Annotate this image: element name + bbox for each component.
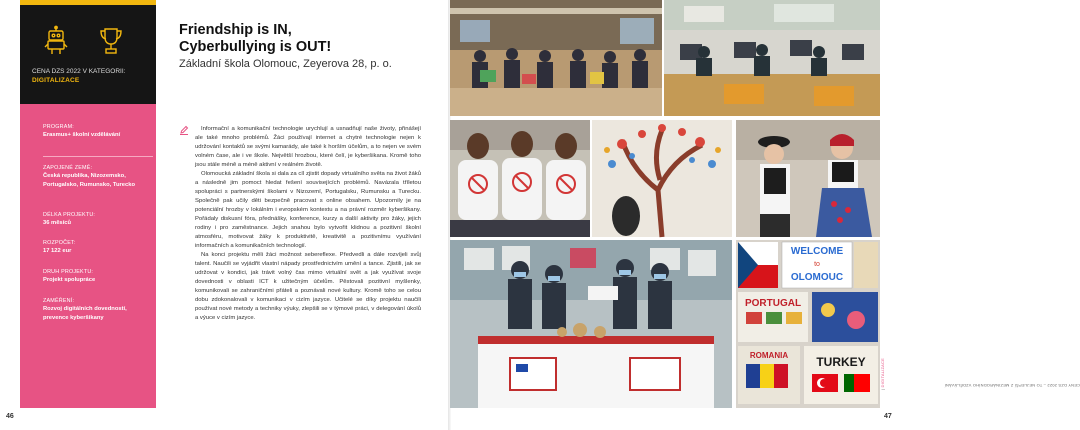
photo-tshirts-backs <box>450 120 590 237</box>
fact-label: DRUH PROJEKTU: <box>43 269 94 275</box>
fact-label: DÉLKA PROJEKTU: <box>43 212 96 218</box>
fact-focus <box>43 298 153 322</box>
award-box <box>20 0 156 104</box>
fact-label: ZAPOJENÉ ZEMĚ: <box>43 165 93 171</box>
poster-turkey-text: TURKEY <box>816 355 866 369</box>
trophy-icon <box>98 26 124 56</box>
project-facts-panel <box>20 104 156 408</box>
poster-portugal-text: PORTUGAL <box>744 298 802 309</box>
fact-budget <box>43 240 153 256</box>
fact-label: ZAMĚŘENÍ: <box>43 298 75 304</box>
title-line: Friendship is IN, <box>179 22 292 38</box>
poster-city-text: OLOMOUC <box>790 272 844 283</box>
fact-value: 36 měsíců <box>43 220 72 226</box>
fact-countries <box>43 165 153 189</box>
fact-value: Projekt spolupráce <box>43 277 96 283</box>
fact-value: 17 122 eur <box>43 248 72 254</box>
article-paragraph: Na konci projektu měli žáci možnost sebereflexe. Předvedli a dále rozvíjeli svůj talent. Naučili se vyjádřit vlastní nápady prostřednictvím umění a tance. Zjistili, jak se udržovat v kondici, jak trávit volný čas mimo virtuální svět a jak využívat svoje dovednosti v oblasti ICT k užitečným účelům. Pěstovali pozitivní myšlenky, komunikovali se zahraničními přáteli a poznávali nové kultury. Kromě toho se celou dobu zdokonalovali v komunikaci v cizím jazyce. Učitelé se díky projektu naučili používat nové metody a techniky výuky, zlepšili se v týmové práci, v delegování úkolů a výuce v cizím jazyce. <box>195 252 421 321</box>
running-head: CENY DZS 2022 – TO NEJLEPŠÍ Z MEZINÁRODNÍHO VZDĚLÁVÁNÍ | DIGITALIZACE <box>880 357 1080 390</box>
article-paragraph: Informační a komunikační technologie urychlují a usnadňují naše životy, přinášejí ale také mnoho problémů. Žáci používají internet a chytré technologie nejen k udržování kontaktů se svými kamarády, ale také k horším účelům, a to nejen ve svém volném čase, ale i ve škole. Největší hrozbou, které čelí, je kyberšikana. Kromě toho jsou stále méně a méně aktivní v reálném životě. <box>195 126 421 168</box>
fact-value: Rozvoj digitálních dovedností, prevence kyberšikany <box>43 306 127 321</box>
article-paragraph: Olomoucká základní škola si dala za cíl zjistit dopady virtuálního světa na život žáků a následně jim pomoct hledat řešení souvisejících problémů. Navázala tříletou spolupráci s partnerskými školami v Nizozemí, Portugalsku, Rumunsku a Turecku. Společně pak učily děti bezpečně pracovat s online obsahem. Upozornily je na potenciální hrozby v lokálním i evropském kontextu a na právní rozměr kyberšikany. Pořádaly diskusní fóra, přednášky, konference, kurzy a další aktivity pro žáky, jejich rodiny i pro zaměstnance. Jejich snahou bylo vytvořit klidnou a pozitivní školní atmosféru, motivovat žáky k produktivitě, kreativitě a pozitivnímu využívání informačních a komunikačních technologií. <box>195 171 421 249</box>
poster-romania-text: ROMANIA <box>749 351 789 360</box>
article-body <box>195 125 421 323</box>
fact-label: PROGRAM: <box>43 124 74 130</box>
title-line: Cyberbullying is OUT! <box>179 39 332 55</box>
fact-type <box>43 269 153 285</box>
photo-country-posters <box>736 240 880 408</box>
award-category-value: DIGITALIZACE <box>32 77 80 84</box>
fact-divider <box>43 156 153 157</box>
photo-handprint-tree <box>592 120 732 237</box>
award-category-label: CENA DZS 2022 V KATEGORII: <box>32 68 126 75</box>
fact-duration <box>43 212 153 228</box>
fact-value: Česká republika, Nizozemsko, Portugalsko, Rumunsko, Turecko <box>43 173 136 188</box>
photo-gym-students <box>450 0 662 116</box>
poster-welcome-text: WELCOME <box>790 246 844 257</box>
page-number-right: 47 <box>884 413 892 420</box>
poster-to-text: to <box>814 261 820 268</box>
running-head-text: CENY DZS 2022 – TO NEJLEPŠÍ Z MEZINÁRODNÍHO VZDĚLÁVÁNÍ <box>944 383 1080 388</box>
page-number-left: 46 <box>6 413 14 420</box>
award-stripe <box>20 0 156 5</box>
photo-exhibition-table <box>450 240 732 408</box>
article-subtitle: Základní škola Olomouc, Zeyerova 28, p. o. <box>179 58 392 70</box>
fact-program <box>43 124 153 140</box>
article-title <box>179 22 331 56</box>
photo-computer-lab <box>664 0 880 116</box>
fact-value: Erasmus+ školní vzdělávání <box>43 132 121 138</box>
robot-icon <box>44 26 68 56</box>
fact-label: ROZPOČET: <box>43 240 76 246</box>
pencil-icon <box>179 125 189 135</box>
running-head-accent: DIGITALIZACE <box>880 357 885 388</box>
photo-folk-costumes <box>736 120 880 237</box>
